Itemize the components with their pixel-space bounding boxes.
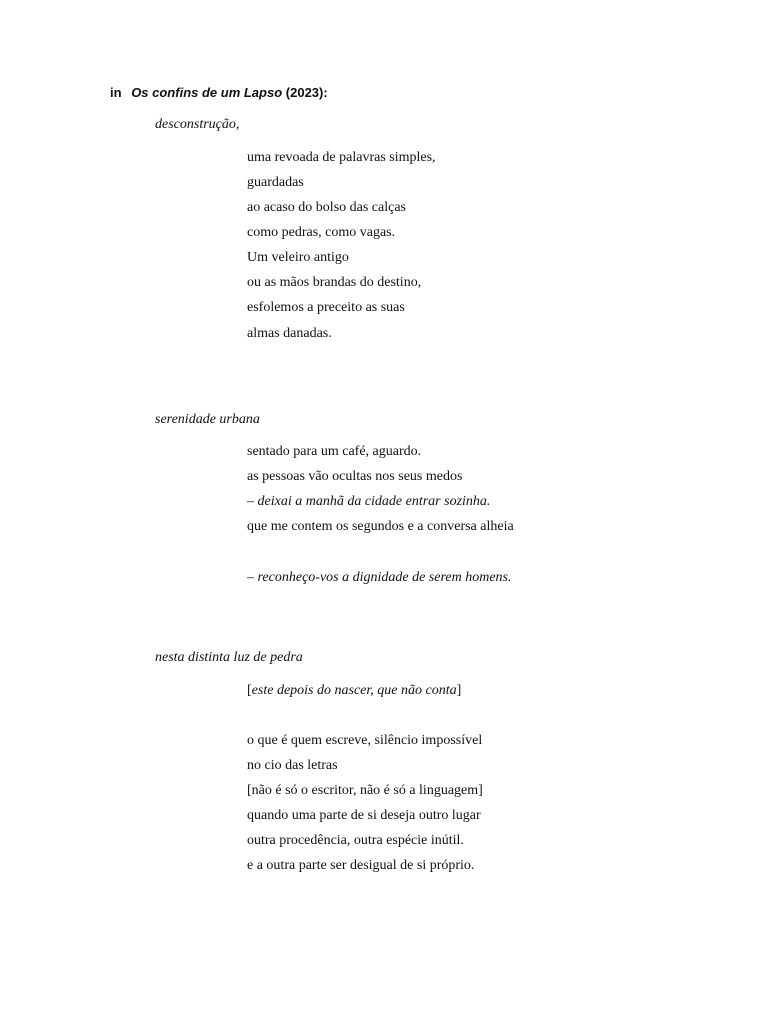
poem-title-serenidade-urbana: serenidade urbana [155,412,260,427]
poem-line: e a outra parte ser desigual de si próprio. [247,858,475,873]
poem-title-nesta-distinta-luz-de-pedra: nesta distinta luz de pedra [155,650,303,665]
poem-line: ou as mãos brandas do destino, [247,275,422,290]
poem-line: no cio das letras [247,758,338,773]
poem-line: [não é só o escritor, não é só a linguagem] [247,783,483,798]
open-bracket: [ [247,683,252,698]
poem-line: quando uma parte de si deseja outro lugar [247,808,481,823]
poem-line: o que é quem escreve, silêncio impossível [247,733,483,748]
poem-line-italic: – reconheço-vos a dignidade de serem homens. [247,570,512,585]
poem-line: almas danadas. [247,326,332,341]
book-title: Os confins de um Lapso [131,85,283,100]
poem-line: que me contem os segundos e a conversa alheia [247,519,514,534]
bracketed-italic-text: este depois do nascer, que não conta [251,683,457,698]
poem-line: guardadas [247,175,304,190]
book-reference [110,85,328,100]
book-reference-prefix: in [110,85,122,100]
poem-title-desconstrucao: desconstrução, [155,117,240,132]
poem-line: sentado para um café, aguardo. [247,444,422,459]
poem-line: como pedras, como vagas. [247,225,396,240]
poem-line: as pessoas vão ocultas nos seus medos [247,469,463,484]
poem-line-italic: – deixai a manhã da cidade entrar sozinha. [247,494,491,509]
close-bracket: ] [456,683,462,698]
poem-line: Um veleiro antigo [247,250,349,265]
poem-line: outra procedência, outra espécie inútil. [247,833,464,848]
poem-line: ao acaso do bolso das calças [247,200,406,215]
book-year: (2023): [285,85,328,100]
poem-line: uma revoada de palavras simples, [247,150,436,165]
poem-line-bracketed [247,682,461,700]
poem-line: esfolemos a preceito as suas [247,300,405,315]
